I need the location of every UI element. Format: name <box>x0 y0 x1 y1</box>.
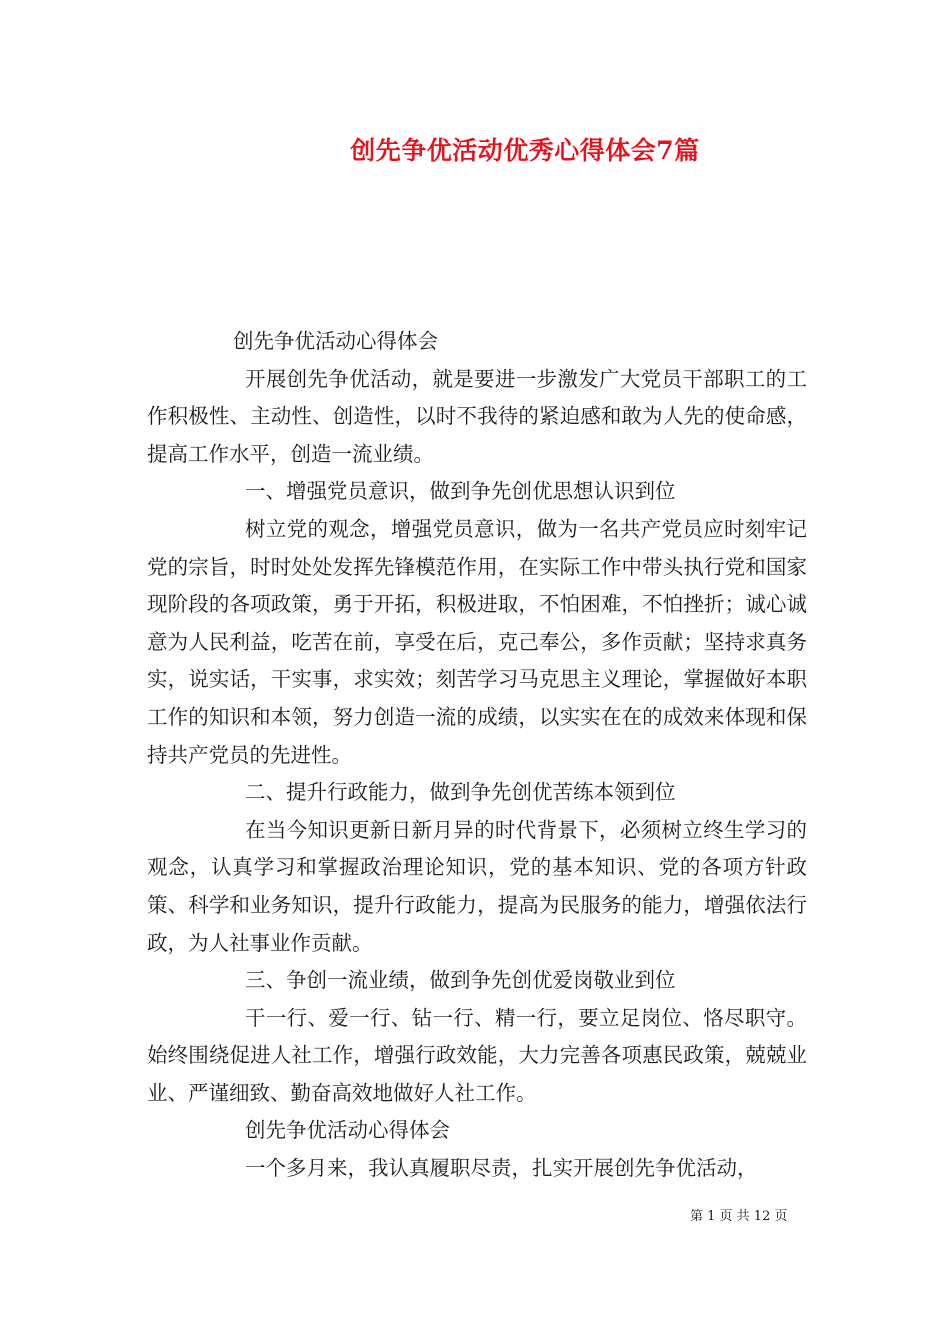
paragraph: 树立党的观念，增强党员意识，做为一名共产党员应时刻牢记党的宗旨，时时处处发挥先锋模范作用，在实际工作中带头执行党和国家现阶段的各项政策，勇于开拓，积极进取，不怕困难，不怕挫折；诚心诚意为人民利益，吃苦在前，享受在后，克己奉公，多作贡献；坚持求真务实，说实话，干实事，求实效；刻苦学习马克思主义理论，掌握做好本职工作的知识和本领，努力创造一流的成绩，以实实在在的成效来体现和保持共产党员的先进性。 <box>147 516 807 767</box>
paragraph: 一个多月来，我认真履职尽责，扎实开展创先争优活动， <box>245 1156 758 1181</box>
section-heading: 创先争优活动心得体会 <box>233 329 438 353</box>
section-heading: 创先争优活动心得体会 <box>245 1118 450 1143</box>
paragraph: 在当今知识更新日新月异的时代背景下，必须树立终生学习的观念，认真学习和掌握政治理论知识，党的基本知识、党的各项方针政策、科学和业务知识，提升行政能力，提高为民服务的能力，增强依法行政，为人社事业作贡献。 <box>147 817 807 955</box>
section-heading: 二、提升行政能力，做到争先创优苦练本领到位 <box>245 780 676 805</box>
document-body <box>147 323 807 1188</box>
section-heading: 一、增强党员意识，做到争先创优思想认识到位 <box>245 479 676 504</box>
page-number: 第 1 页 共 12 页 <box>690 1209 788 1224</box>
document-title: 创先争优活动优秀心得体会7篇 <box>350 136 700 165</box>
section-heading: 三、争创一流业绩，做到争先创优爱岗敬业到位 <box>245 968 676 993</box>
paragraph: 开展创先争优活动，就是要进一步激发广大党员干部职工的工作积极性、主动性、创造性，以时不我待的紧迫感和敢为人先的使命感，提高工作水平，创造一流业绩。 <box>147 366 807 466</box>
paragraph: 干一行、爱一行、钻一行、精一行，要立足岗位、恪尽职守。始终围绕促进人社工作，增强行政效能，大力完善各项惠民政策，兢兢业业、严谨细致、勤奋高效地做好人社工作。 <box>147 1005 807 1105</box>
